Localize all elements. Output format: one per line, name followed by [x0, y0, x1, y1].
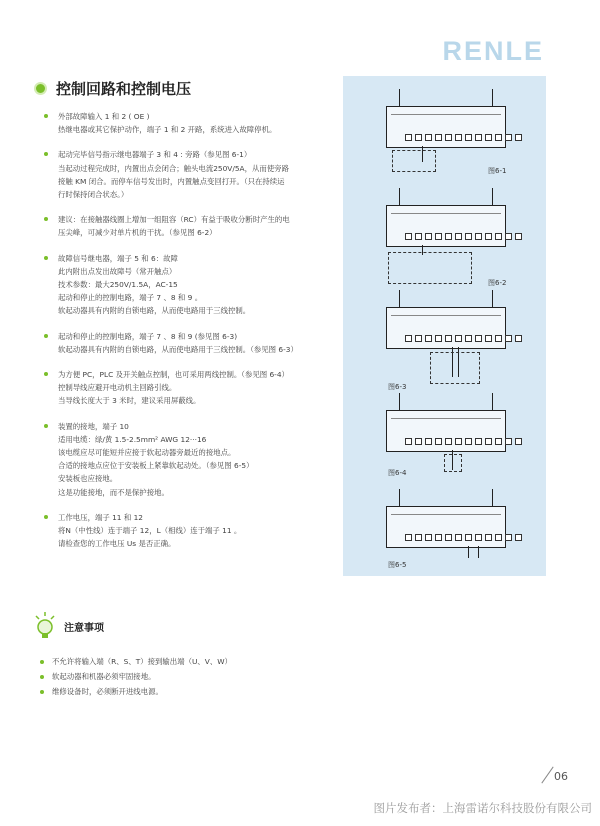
list-item — [44, 213, 329, 239]
terminal-block-diagram — [386, 410, 506, 452]
rc-circuit-box — [388, 252, 472, 284]
item-line: 外部故障输入 1 和 2 ( OE ) — [58, 112, 150, 121]
page-number: 06 — [554, 770, 568, 783]
item-line: 当导线长度大于 3 米时，建议采用屏蔽线。 — [58, 396, 201, 406]
list-item — [44, 252, 329, 318]
bullet-icon — [44, 256, 48, 260]
item-line: 安装板也应接地。 — [58, 474, 118, 484]
note-text: 不允许将输入端（R、S、T）接到输出端（U、V、W） — [52, 657, 232, 666]
item-line: 装置的接地，端子 10 — [58, 421, 129, 431]
start-stop-circuit-box — [430, 352, 480, 384]
list-item — [40, 656, 232, 667]
bullet-icon — [40, 660, 44, 664]
list-item — [44, 511, 329, 551]
list-item — [40, 671, 232, 682]
item-line: 此内附出点发出故障号（常开触点） — [58, 266, 177, 276]
page-number-divider — [541, 767, 553, 784]
item-line: 起动和停止的控制电路，端子 7 、8 和 9 (参见图 6-3) — [58, 331, 238, 341]
item-line: 故障信号继电器，端子 5 和 6：故障 — [58, 253, 178, 263]
list-item — [40, 686, 232, 697]
item-line: 这是功能接地，而不是保护接地。 — [58, 487, 169, 497]
figure-label: 图6-5 — [388, 561, 407, 569]
list-item — [44, 110, 329, 136]
item-line: 软起动器具有内附的自锁电路，从而使电路用于三线控制。（参见图 6-3） — [58, 344, 298, 354]
bullet-icon — [44, 334, 48, 338]
notes-list — [40, 656, 232, 701]
figure-label: 图6-3 — [388, 383, 407, 391]
terminal-block-diagram — [386, 106, 506, 148]
figure-label: 图6-1 — [488, 167, 507, 175]
item-line: 该电缆应尽可能短并应接于软起动器旁最近的接地点。 — [58, 448, 236, 458]
lightbulb-icon — [34, 612, 56, 640]
item-line: 行时保持闭合状态。） — [58, 190, 129, 200]
terminal-block-diagram — [386, 205, 506, 247]
notes-title: 注意事项 — [64, 622, 104, 634]
item-line: 热继电器或其它保护动作，端子 1 和 2 开路，系统进入故障停机。 — [58, 125, 277, 135]
item-line: 起动和停止的控制电路，端子 7 、8 和 9 。 — [58, 293, 203, 303]
figure-label: 图6-2 — [488, 279, 507, 287]
note-text: 维修设备时，必须断开进线电源。 — [52, 687, 163, 696]
figure-label: 图6-4 — [388, 469, 407, 477]
item-line: 当起动过程完成时，内置出点会闭合；触头电流250V/5A，从而使旁路 — [58, 163, 289, 173]
two-wire-switch-box — [444, 454, 462, 472]
brand-logo: RENLE — [442, 36, 544, 66]
item-line: 建议：在接触器线圈上增加一组阻容（RC）有益于吸收分断时产生的电 — [58, 215, 290, 225]
bullet-icon — [44, 372, 48, 376]
relay-circuit-box — [392, 150, 436, 172]
list-item — [44, 368, 329, 408]
item-line: 工作电压，端子 11 和 12 — [58, 512, 143, 522]
list-item — [44, 420, 329, 499]
item-line: 为方便 PC，PLC 及开关触点控制，也可采用两线控制。（参见图 6-4） — [58, 370, 289, 380]
note-text: 软起动器和机器必须牢固接地。 — [52, 672, 156, 681]
item-line: 技术参数：最大250V/1.5A，AC-15 — [58, 280, 178, 290]
item-line: 起动完毕信号指示继电器端子 3 和 4 : 旁路（参见图 6-1） — [58, 150, 252, 160]
item-line: 将N（中性线）连于端子 12，L（相线）连于端子 11 。 — [58, 526, 242, 536]
bullet-icon — [44, 114, 48, 118]
terminal-description-list — [44, 110, 329, 562]
item-line: 合适的接地点应位于安装板上紧靠软起动处。（参见图 6-5） — [58, 461, 254, 471]
item-line: 压尖峰，可减少对单片机的干扰。（参见图 6-2） — [58, 228, 217, 238]
list-item — [44, 330, 329, 356]
publisher-credit: 图片发布者：上海雷诺尔科技股份有限公司 — [373, 801, 592, 815]
terminal-block-diagram — [386, 307, 506, 349]
terminal-block-diagram — [386, 506, 506, 548]
bullet-icon — [44, 424, 48, 428]
bullet-icon — [44, 152, 48, 156]
item-line: 软起动器具有内附的自锁电路，从而使电路用于三线控制。 — [58, 306, 251, 316]
bullet-icon — [40, 690, 44, 694]
list-item — [44, 148, 329, 201]
bullet-icon — [40, 675, 44, 679]
notes-header — [34, 612, 104, 640]
section-header — [34, 78, 191, 99]
bullet-icon — [44, 515, 48, 519]
page-title: 控制回路和控制电压 — [56, 80, 192, 98]
item-line: 控制导线应避开电动机主回路引线。 — [58, 383, 177, 393]
item-line: 接触 KM 闭合。而停车信号发出时，内置触点变回打开。（只在持续运 — [58, 176, 285, 186]
bullet-icon — [44, 217, 48, 221]
item-line: 适用电缆：绿/黄 1.5-2.5mm² AWG 12···16 — [58, 434, 207, 444]
bullet-icon — [34, 82, 47, 95]
item-line: 请检查您的工作电压 Us 是否正确。 — [58, 539, 176, 549]
